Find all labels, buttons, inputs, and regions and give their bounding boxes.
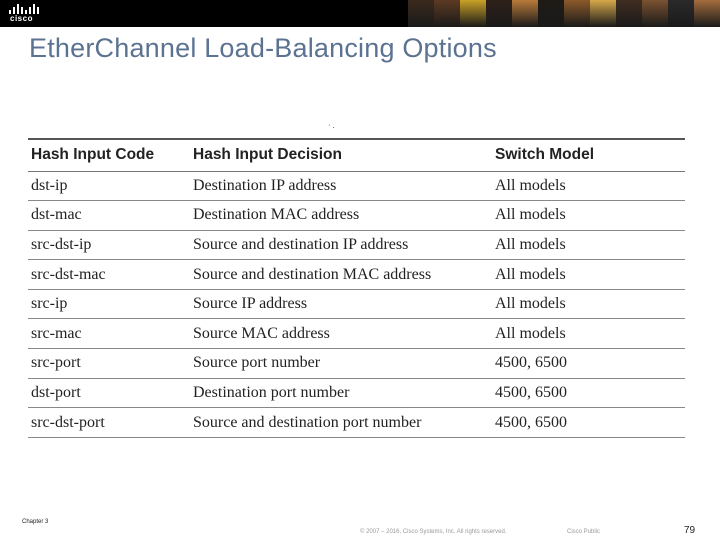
column-header-hash-input-decision: Hash Input Decision [190,140,492,171]
cell-switch-model: All models [492,230,685,260]
footer-copyright: © 2007 – 2016, Cisco Systems, Inc. All rights reserved. [360,529,507,535]
cell-switch-model: All models [492,171,685,201]
cell-switch-model: All models [492,319,685,349]
cell-hash-input-code: dst-port [28,378,190,408]
cell-hash-input-code: src-mac [28,319,190,349]
cell-hash-input-decision: Source IP address [190,289,492,319]
banner-photo [668,0,694,27]
cell-switch-model: All models [492,289,685,319]
banner-photo [590,0,616,27]
table-row [28,171,685,201]
banner-photo [694,0,720,27]
cisco-bars-icon [7,4,43,14]
table-row [28,319,685,349]
page-number: 79 [684,525,696,536]
slide-title: EtherChannel Load-Balancing Options [29,33,497,63]
cell-hash-input-code: dst-ip [28,171,190,201]
banner-photo [512,0,538,27]
cell-hash-input-decision: Destination port number [190,378,492,408]
cell-hash-input-code: src-ip [28,289,190,319]
banner-photo [616,0,642,27]
table-row [28,201,685,231]
cell-hash-input-code: dst-mac [28,201,190,231]
footer-classification: Cisco Public [567,529,601,535]
banner-photo [408,0,434,27]
banner-photo [434,0,460,27]
cell-hash-input-code: src-dst-mac [28,260,190,290]
cell-hash-input-code: src-port [28,349,190,379]
banner-photo [642,0,668,27]
banner-photo [538,0,564,27]
table-row [28,349,685,379]
cell-hash-input-code: src-dst-ip [28,230,190,260]
banner-photo-strip [408,0,720,27]
cell-switch-model: All models [492,201,685,231]
load-balancing-table [28,140,685,438]
cell-switch-model: 4500, 6500 [492,349,685,379]
cell-hash-input-decision: Source and destination IP address [190,230,492,260]
cell-hash-input-decision: Destination MAC address [190,201,492,231]
cisco-logo [7,4,43,24]
table-row [28,378,685,408]
table-header-row [28,140,685,171]
table-row [28,408,685,438]
banner-photo [460,0,486,27]
table-row [28,230,685,260]
table-body [28,171,685,437]
cisco-wordmark: cisco [10,14,33,23]
load-balancing-table-image [28,124,685,440]
table-caption-fragment: · . [328,122,335,128]
cell-hash-input-decision: Source MAC address [190,319,492,349]
top-banner [0,0,720,27]
footer-chapter: Chapter 3 [22,519,49,525]
banner-photo [486,0,512,27]
cell-hash-input-code: src-dst-port [28,408,190,438]
column-header-switch-model: Switch Model [492,140,685,171]
table-row [28,289,685,319]
cell-switch-model: 4500, 6500 [492,408,685,438]
cell-hash-input-decision: Destination IP address [190,171,492,201]
cell-hash-input-decision: Source and destination MAC address [190,260,492,290]
column-header-hash-input-code: Hash Input Code [28,140,190,171]
cell-hash-input-decision: Source and destination port number [190,408,492,438]
table-row [28,260,685,290]
cell-switch-model: 4500, 6500 [492,378,685,408]
cell-hash-input-decision: Source port number [190,349,492,379]
banner-photo [564,0,590,27]
cell-switch-model: All models [492,260,685,290]
